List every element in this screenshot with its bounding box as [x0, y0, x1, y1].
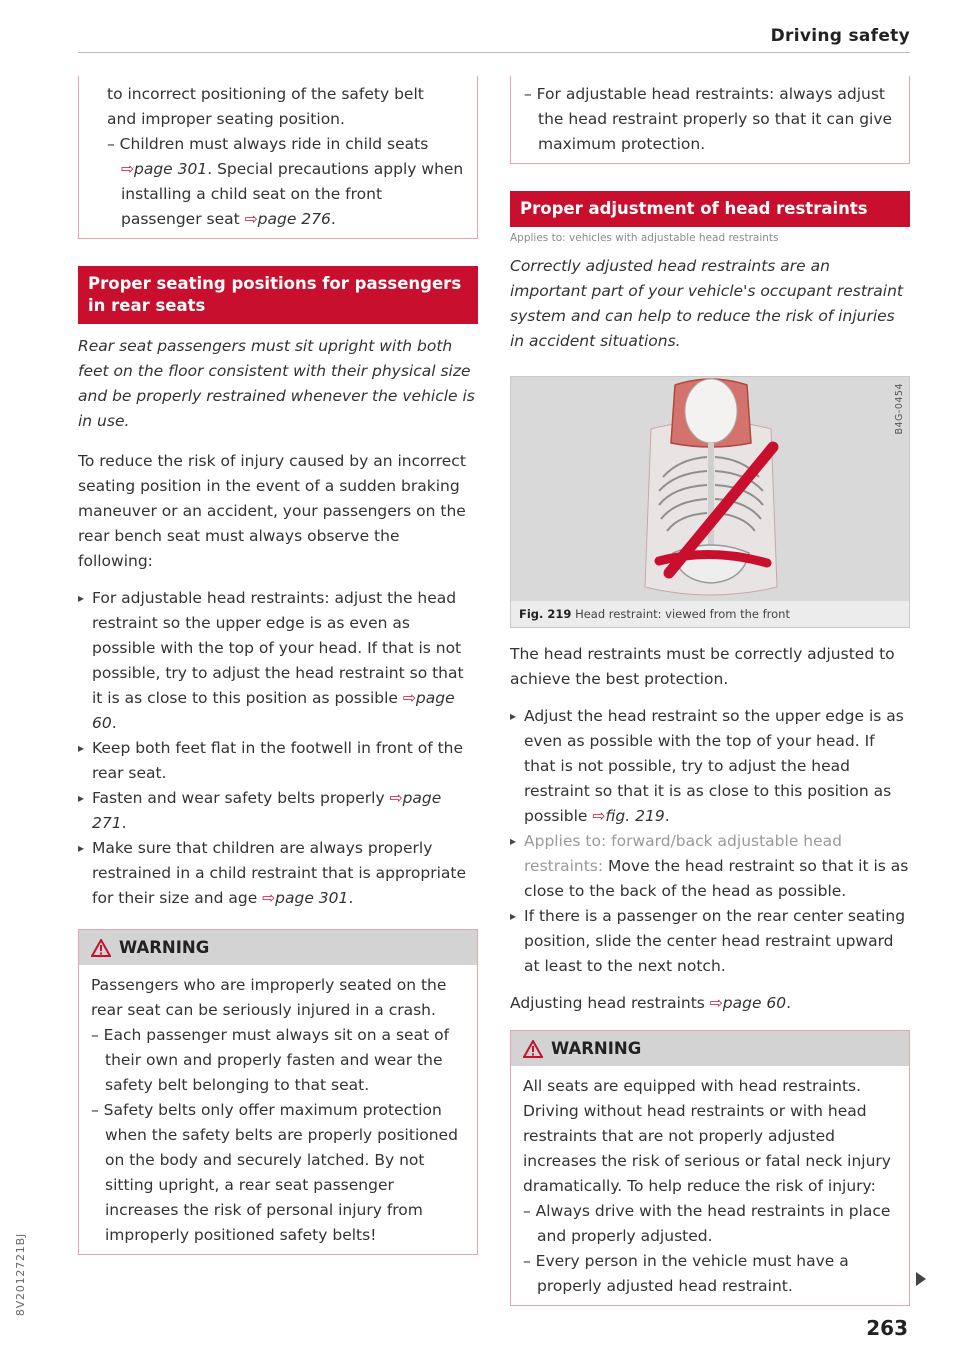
figure-caption-text: Head restraint: viewed from the front [575, 607, 790, 621]
note-line-1: to incorrect positioning of the safety belt [107, 85, 424, 103]
list-item: ▸ For adjustable head restraints: adjust the head restraint so the upper edge is as even as possible with the top of your head. If that is not possible, try to adjust the head restraint so that it is as close to this position as possible ⇨page 60. [78, 586, 478, 736]
page-ref-link[interactable]: ⇨page 271 [92, 789, 442, 832]
section-title-rear-seats: Proper seating positions for passengers in rear seats [78, 266, 478, 324]
right-column [510, 76, 910, 1306]
page-ref-arrow-icon: ⇨ [592, 807, 606, 825]
warning-header [79, 930, 477, 965]
warning-item: – Each passenger must always sit on a seat of their own and properly fasten and wear the safety belt belonging to that seat. [91, 1026, 450, 1094]
list-item: ▸ Applies to: forward/back adjustable head restraints: Move the head restraint so that it is as close to the back of the head as possible. [510, 829, 910, 904]
list-item: ▸ Make sure that children are always properly restrained in a child restraint that is appropriate for their size and age ⇨page 301. [78, 836, 478, 911]
adjusting-reference: Adjusting head restraints ⇨page 60. [510, 994, 792, 1012]
warning-intro: All seats are equipped with head restraints. Driving without head restraints or with head restraints that are not properly adjusted increases the risk of serious or fatal neck injury dramatically. To help reduce the risk of injury: [523, 1077, 891, 1195]
section-intro: Rear seat passengers must sit upright with both feet on the floor consistent with their physical size and be properly restrained whenever the vehicle is in use. [78, 337, 475, 430]
continue-arrow-icon [916, 1272, 926, 1286]
list-item: ▸ If there is a passenger on the rear center seating position, slide the center head restraint upward at least to the next notch. [510, 904, 910, 979]
figure-label: Fig. 219 [519, 607, 572, 621]
warning-body [79, 965, 477, 1254]
page-ref-arrow-icon: ⇨ [262, 889, 276, 907]
page-ref-arrow-icon: ⇨ [389, 789, 403, 807]
continued-note-box: – For adjustable head restraints: always adjust the head restraint properly so that it can give maximum protection. [510, 76, 910, 164]
page-ref-link[interactable]: ⇨page 60 [92, 689, 455, 732]
warning-item: – Safety belts only offer maximum protection when the safety belts are properly positioned on the body and securely latched. By not sitting upright, a rear seat passenger increases the risk of personal injury from improperly positioned safety belts! [91, 1101, 458, 1244]
warning-body [511, 1066, 909, 1305]
warning-title: WARNING [119, 938, 210, 957]
page-ref-arrow-icon: ⇨ [121, 160, 134, 178]
warning-item: – Always drive with the head restraints in place and properly adjusted. [523, 1202, 891, 1245]
page-number: 263 [866, 1316, 908, 1340]
warning-triangle-icon [523, 1040, 543, 1058]
warning-triangle-icon [91, 939, 111, 957]
section-intro: Correctly adjusted head restraints are an important part of your vehicle's occupant restraint system and can help to reduce the risk of injuries in accident situations. [510, 257, 903, 350]
warning-intro: Passengers who are improperly seated on the rear seat can be seriously injured in a crash. [91, 976, 447, 1019]
note-item-children: – Children must always ride in child seats ⇨page 301. Special precautions apply when installing a child seat on the front passenger seat ⇨page 276. [107, 135, 464, 228]
document-code: 8V2012721BJ [14, 1232, 27, 1316]
bullet-list [510, 704, 910, 979]
list-item: ▸ Fasten and wear safety belts properly ⇨page 271. [78, 786, 478, 836]
warning-item: – Every person in the vehicle must have a properly adjusted head restraint. [523, 1252, 849, 1295]
list-item: ▸ Keep both feet flat in the footwell in front of the rear seat. [78, 736, 478, 786]
figure-caption [511, 601, 909, 627]
head-restraint-illustration [511, 377, 909, 601]
page-ref-link[interactable]: ⇨page 301 [262, 889, 349, 907]
list-item: ▸ Adjust the head restraint so the upper edge is as even as possible with the top of your head. If that is not possible, try to adjust the head restraint so that it is as close to this position as possible ⇨fig. 219. [510, 704, 910, 829]
warning-header [511, 1031, 909, 1066]
warning-box [510, 1030, 910, 1306]
page-ref-link[interactable]: ⇨page 276 [244, 210, 331, 228]
section-title-head-restraints: Proper adjustment of head restraints [510, 191, 910, 227]
figure-code: B4G-0454 [894, 383, 905, 435]
section-header-title: Driving safety [770, 26, 910, 46]
header-rule [78, 52, 910, 53]
bullet-list [78, 586, 478, 911]
page-ref-link[interactable]: ⇨page 60 [709, 994, 787, 1012]
page-ref-arrow-icon: ⇨ [402, 689, 416, 707]
page-ref-arrow-icon: ⇨ [709, 994, 723, 1012]
note-line-2: and improper seating position. [107, 110, 345, 128]
body-paragraph: The head restraints must be correctly adjusted to achieve the best protection. [510, 645, 895, 688]
figure-ref-link[interactable]: ⇨fig. 219 [592, 807, 665, 825]
figure [510, 376, 910, 628]
left-column [78, 76, 478, 1255]
warning-title: WARNING [551, 1039, 642, 1058]
warning-box [78, 929, 478, 1255]
figure-image [511, 377, 909, 601]
continued-note-box [78, 76, 478, 239]
applies-to-note: Applies to: vehicles with adjustable head restraints [510, 232, 779, 244]
page-ref-arrow-icon: ⇨ [244, 210, 258, 228]
page-ref-link[interactable]: ⇨page 301 [121, 160, 208, 178]
body-paragraph: To reduce the risk of injury caused by an incorrect seating position in the event of a sudden braking maneuver or an accident, your passengers on the rear bench seat must always observe the following: [78, 452, 466, 570]
